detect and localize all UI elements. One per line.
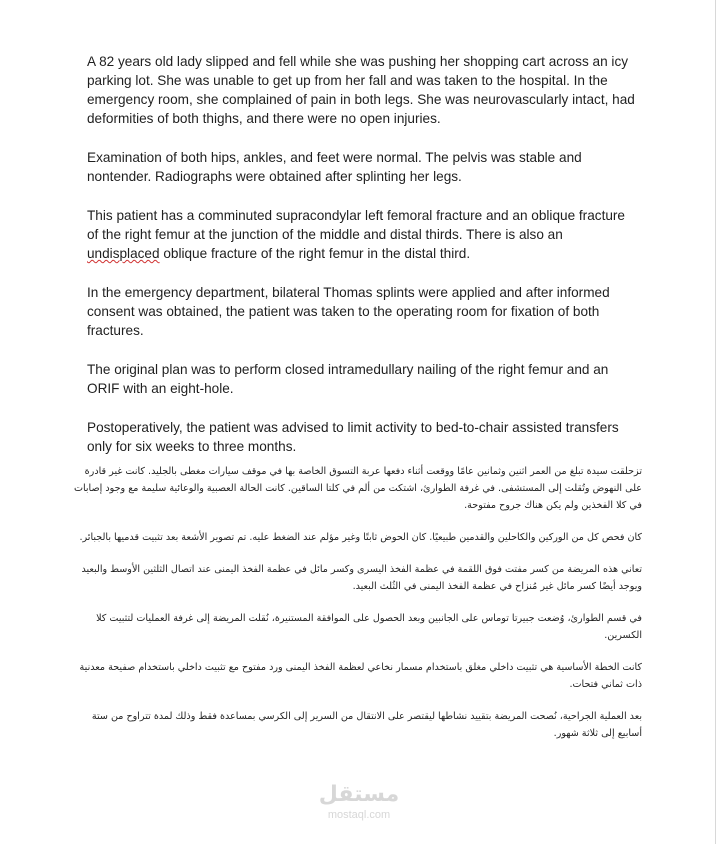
arabic-paragraph-examination: كان فحص كل من الوركين والكاحلين والقدمين طبيعيًا. كان الحوض ثابتًا وغير مؤلم عند الضغط عليه. تم تصوير الأشعة بعد تثبيت قدميها بالجبائر. [79, 532, 642, 543]
arabic-text-block [70, 463, 642, 757]
english-paragraph-plan: The original plan was to perform closed intramedullary nailing of the right femur and an ORIF with an eight-hole. [87, 362, 609, 396]
arabic-paragraph-postoperative: بعد العملية الجراحية، نُصحت المريضة بتقييد نشاطها ليقتصر على الانتقال من السرير إلى الكرسي بمساعدة فقط وذلك لمدة تتراوح من ستة أسابيع إلى ثلاثة شهور. [91, 711, 642, 739]
spellcheck-flagged-word: undisplaced [87, 246, 160, 261]
watermark-domain: mostaql.com [327, 809, 391, 821]
mostaql-watermark [300, 782, 418, 828]
watermark-logo: مستقل [318, 782, 400, 807]
english-text-block [87, 52, 635, 476]
arabic-paragraph-diagnosis: تعاني هذه المريضة من كسر مفتت فوق اللقمة في عظمة الفخذ اليسرى وكسر مائل في عظمة الفخذ اليمنى عند اتصال الثلثين الأوسط والبعيد ويوجد أيضًا كسر مائل غير مُنزاح في عظمة الفخذ اليمنى في الثُلث البعيد. [81, 564, 642, 592]
english-paragraph-case: A 82 years old lady slipped and fell while she was pushing her shopping cart across an icy parking lot. She was unable to get up from her fall and was taken to the hospital. In the emergency room, she complained of pain in both legs. She was neurovascularly intact, had deformities of both thighs, and there were no open injuries. [87, 54, 635, 126]
english-paragraph-examination: Examination of both hips, ankles, and feet were normal. The pelvis was stable and nontender. Radiographs were obtained after splinting her legs. [87, 150, 582, 184]
diagnosis-text-end: oblique fracture of the right femur in the distal third. [159, 246, 471, 261]
arabic-paragraph-case: تزحلقت سيدة تبلغ من العمر اثنين وثمانين عامًا ووقعت أثناء دفعها عربة التسوق الخاصة بها في موقف سيارات مغطى بالجليد. كانت غير قادرة على النهوض وتُقلت إلى المستشفى. في غرفة الطوارئ، اشتكت من ألم في كلتا الساقين. كانت الحالة العصبية والوعائية سليمة مع وجود إصابات في كلا الفخذين ولم يكن هناك جروح مفتوحة. [73, 466, 642, 511]
english-paragraph-emergency: In the emergency department, bilateral Thomas splints were applied and after informed consent was obtained, the patient was taken to the operating room for fixation of both fractures. [87, 285, 610, 338]
arabic-paragraph-emergency: في قسم الطوارئ، وُضعت جبيرتا توماس على الجانبين وبعد الحصول على الموافقة المستنيرة، نُقلت المريضة إلى غرفة العمليات لتثبيت كلا الكسرين. [96, 613, 642, 641]
english-paragraph-diagnosis [87, 206, 635, 263]
diagnosis-text-start: This patient has a comminuted supracondylar left femoral fracture and an oblique fracture of the right femur at the junction of the middle and distal thirds. There is also an [87, 208, 625, 242]
english-paragraph-postoperative: Postoperatively, the patient was advised to limit activity to bed-to-chair assisted transfers only for six weeks to three months. [87, 420, 619, 454]
arabic-paragraph-plan: كانت الخطة الأساسية هي تثبيت داخلي مغلق باستخدام مسمار نخاعي لعظمة الفخذ اليمنى ورد مفتوح مع تثبيت داخلي باستخدام صفيحة معدنية ذات ثماني فتحات. [79, 662, 642, 690]
